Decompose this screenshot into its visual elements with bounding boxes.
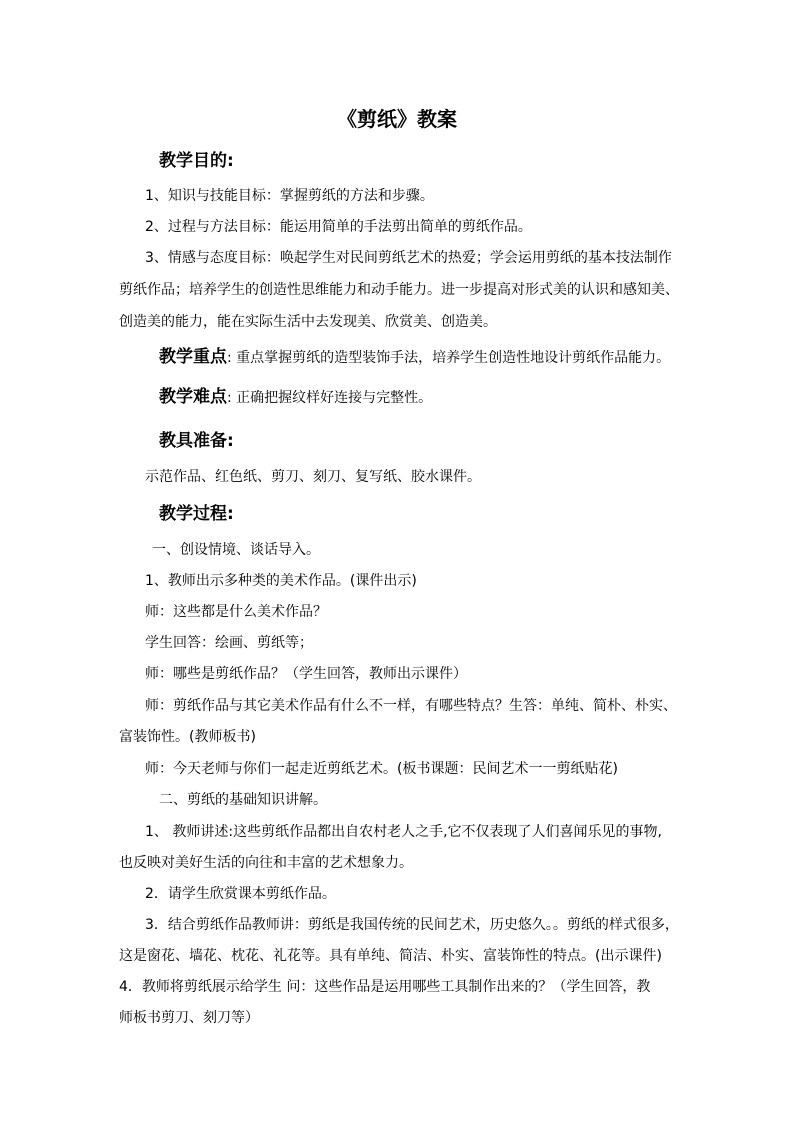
difficulties-paragraph xyxy=(159,387,432,408)
objective-item-3-line-3: 创造美的能力，能在实际生活中去发现美、欣赏美、创造美。 xyxy=(119,314,497,330)
objectives-heading: 教学目的: xyxy=(159,151,234,171)
process-s1-question-4: 师：今天老师与你们一起走近剪纸艺术。(板书课题：民间艺术一一剪纸贴花) xyxy=(145,761,618,777)
process-section-1: 一、创设情境、谈话导入。 xyxy=(152,542,320,558)
objective-item-2: 2、过程与方法目标：能运用简单的手法剪出简单的剪纸作品。 xyxy=(145,219,532,235)
difficulties-label: 教学难点 xyxy=(159,387,227,407)
process-heading: 教学过程: xyxy=(159,504,234,524)
objective-item-3-line-2: 剪纸作品；培养学生的创造性思维能力和动手能力。进一步提高对形式美的认识和感知美、 xyxy=(119,282,679,298)
process-s2-item-3-line-1: 3．结合剪纸作品教师讲：剪纸是我国传统的民间艺术，历史悠久。。剪纸的样式很多， xyxy=(145,917,679,933)
document-title: 《剪纸》教案 xyxy=(337,107,457,131)
process-s2-item-4-line-1: 4．教师将剪纸展示给学生 问：这些作品是运用哪些工具制作出来的？（学生回答，教 xyxy=(119,979,651,995)
key-points-paragraph xyxy=(159,347,670,368)
process-section-2: 二、剪纸的基础知识讲解。 xyxy=(159,792,327,808)
process-s1-question-2: 师：哪些是剪纸作品？（学生回答，教师出示课件） xyxy=(145,666,467,682)
process-s2-item-1-line-2: 也反映对美好生活的向往和丰富的艺术想象力。 xyxy=(119,855,413,871)
process-s2-item-1-line-1: 1、 教师讲述:这些剪纸作品都出自农村老人之手,它不仅表现了人们喜闻乐见的事物, xyxy=(145,824,662,840)
tools-heading: 教具准备: xyxy=(159,431,234,451)
process-s1-question-3-line-2: 富装饰性。(教师板书) xyxy=(119,729,256,745)
process-s1-answer-1: 学生回答：绘画、剪纸等； xyxy=(145,635,313,651)
process-s2-item-2: 2．请学生欣赏课本剪纸作品。 xyxy=(145,886,336,902)
process-s1-item-1: 1、教师出示多种类的美术作品。(课件出示) xyxy=(145,573,417,589)
key-points-label: 教学重点 xyxy=(159,347,227,367)
process-s2-item-3-line-2: 这是窗花、墙花、枕花、礼花等。具有单纯、简洁、朴实、富装饰性的特点。(出示课件) xyxy=(119,948,662,964)
objective-item-3-line-1: 3、情感与态度目标：唤起学生对民间剪纸艺术的热爱；学会运用剪纸的基本技法制作 xyxy=(145,250,672,266)
process-s1-question-1: 师：这些都是什么美术作品？ xyxy=(145,604,327,620)
objective-item-1: 1、知识与技能目标：掌握剪纸的方法和步骤。 xyxy=(145,188,434,204)
key-points-text: : 重点掌握剪纸的造型装饰手法，培养学生创造性地设计剪纸作品能力。 xyxy=(227,350,671,366)
process-s2-item-4-line-2: 师板书剪刀、刻刀等） xyxy=(119,1010,259,1026)
process-s1-question-3-line-1: 师：剪纸作品与其它美术作品有什么不一样，有哪些特点？生答：单纯、简朴、朴实、 xyxy=(145,698,677,714)
difficulties-text: : 正确把握纹样好连接与完整性。 xyxy=(227,390,433,406)
tools-text: 示范作品、红色纸、剪刀、刻刀、复写纸、胶水课件。 xyxy=(145,469,481,485)
